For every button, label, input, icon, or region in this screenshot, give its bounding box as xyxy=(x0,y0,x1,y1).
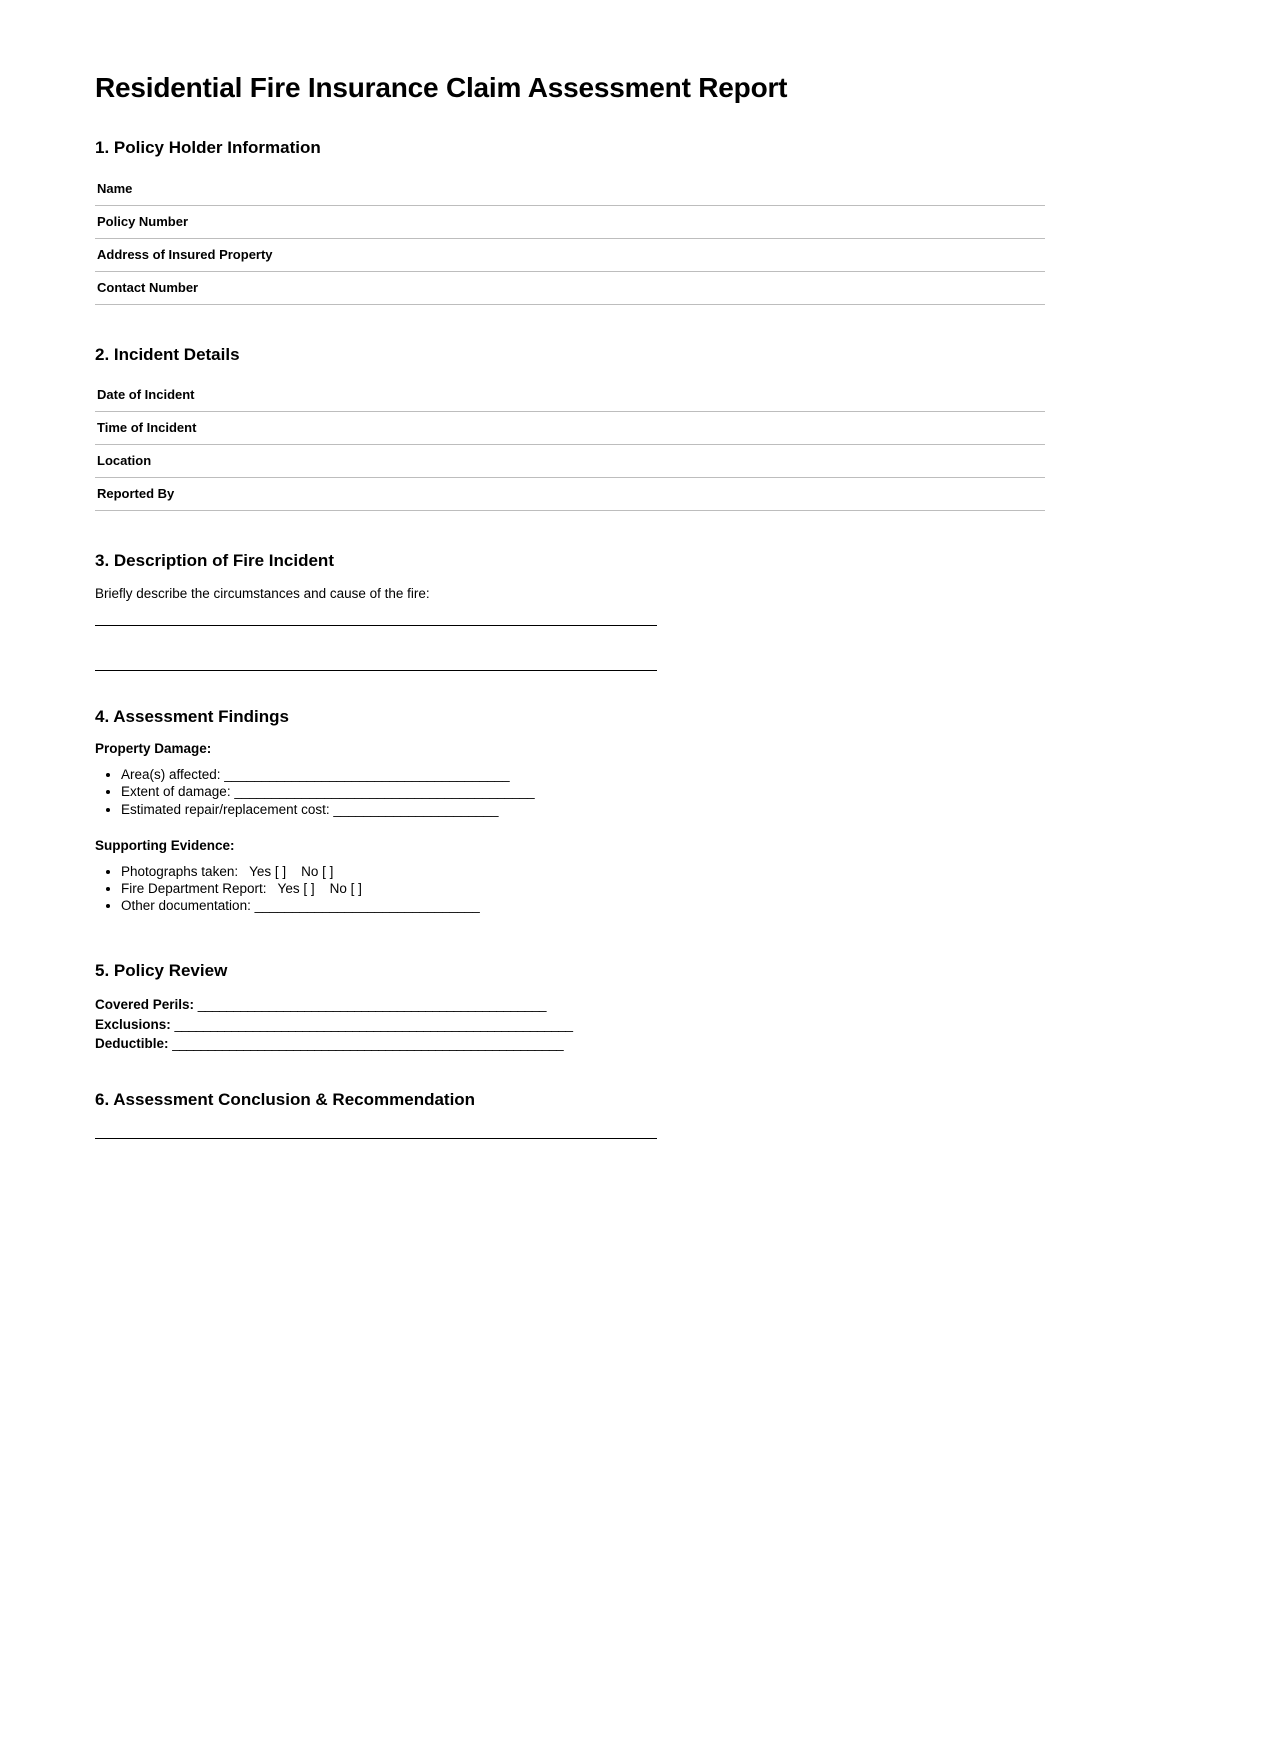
field-label-reported-by: Reported By xyxy=(95,477,1010,510)
list-item[interactable]: • Extent of damage: ________________________________________ xyxy=(121,783,1045,800)
list-item-other-documentation[interactable]: • Other documentation: ______________________________ xyxy=(121,897,1045,914)
section-heading-assessment-conclusion-recommendation: 6. Assessment Conclusion & Recommendation xyxy=(95,1089,476,1109)
field-label-policy-number: Policy Number xyxy=(95,205,1024,238)
field-label-address-of-insured-property: Address of Insured Property xyxy=(95,238,1024,271)
field-value-time-of-incident[interactable] xyxy=(1010,411,1045,444)
field-deductible[interactable] xyxy=(95,1034,1045,1054)
table-row xyxy=(95,444,1045,477)
list-item-fire-department-report[interactable]: • Fire Department Report: Yes [ ] No [ ] xyxy=(121,880,1045,897)
sub-heading-property-damage: Property Damage: xyxy=(95,741,212,757)
field-fill-exclusions: ________________________________________________________ xyxy=(174,1016,573,1032)
list-item[interactable]: • Area(s) affected: ______________________________________ xyxy=(121,766,1045,783)
description-blank-line-1[interactable] xyxy=(95,625,657,626)
section-heading-policy-holder-information: 1. Policy Holder Information xyxy=(95,138,321,158)
field-label-exclusions: Exclusions: xyxy=(95,1016,175,1032)
conclusion-blank-line[interactable] xyxy=(95,1138,657,1139)
sub-heading-supporting-evidence: Supporting Evidence: xyxy=(95,837,235,853)
incident-details-table xyxy=(95,379,1045,511)
field-label-covered-perils: Covered Perils: xyxy=(95,997,198,1013)
field-value-policy-number[interactable] xyxy=(1024,205,1045,238)
table-row xyxy=(95,477,1045,510)
table-row xyxy=(95,411,1045,444)
section-heading-assessment-findings: 4. Assessment Findings xyxy=(95,706,289,726)
description-instruction-text: Briefly describe the circumstances and cause of the fire: xyxy=(95,586,430,602)
field-label-deductible: Deductible: xyxy=(95,1036,173,1052)
field-value-address-of-insured-property[interactable] xyxy=(1024,238,1045,271)
field-label-time-of-incident: Time of Incident xyxy=(95,411,1010,444)
supporting-evidence-list xyxy=(95,863,1045,915)
field-label-contact-number: Contact Number xyxy=(95,271,1024,304)
field-exclusions[interactable] xyxy=(95,1015,1045,1035)
section-heading-incident-details: 2. Incident Details xyxy=(95,344,240,364)
field-label-location: Location xyxy=(95,444,1010,477)
field-covered-perils[interactable] xyxy=(95,995,1045,1015)
list-item-photographs-taken[interactable]: • Photographs taken: Yes [ ] No [ ] xyxy=(121,863,1045,880)
field-value-date-of-incident[interactable] xyxy=(1010,379,1045,412)
section-heading-description-of-fire-incident: 3. Description of Fire Incident xyxy=(95,550,334,570)
spacer xyxy=(95,935,1045,961)
table-row xyxy=(95,271,1045,304)
field-label-name: Name xyxy=(95,173,1024,206)
field-label-date-of-incident: Date of Incident xyxy=(95,379,1010,412)
field-value-location[interactable] xyxy=(1010,444,1045,477)
table-row xyxy=(95,173,1045,206)
field-fill-covered-perils: _________________________________________________ xyxy=(197,997,547,1013)
field-value-reported-by[interactable] xyxy=(1010,477,1045,510)
policy-holder-information-table xyxy=(95,173,1045,305)
field-value-name[interactable] xyxy=(1024,173,1045,206)
page-title: Residential Fire Insurance Claim Assessment Report xyxy=(95,72,788,103)
list-item[interactable]: • Estimated repair/replacement cost: ______________________ xyxy=(121,801,1045,818)
section-heading-policy-review: 5. Policy Review xyxy=(95,960,228,980)
property-damage-list xyxy=(95,766,1045,818)
table-row xyxy=(95,238,1045,271)
field-fill-deductible: _______________________________________________________ xyxy=(172,1036,564,1052)
table-row xyxy=(95,205,1045,238)
spacer xyxy=(95,1054,1045,1090)
field-value-contact-number[interactable] xyxy=(1024,271,1045,304)
spacer xyxy=(95,671,1045,707)
table-row xyxy=(95,379,1045,412)
